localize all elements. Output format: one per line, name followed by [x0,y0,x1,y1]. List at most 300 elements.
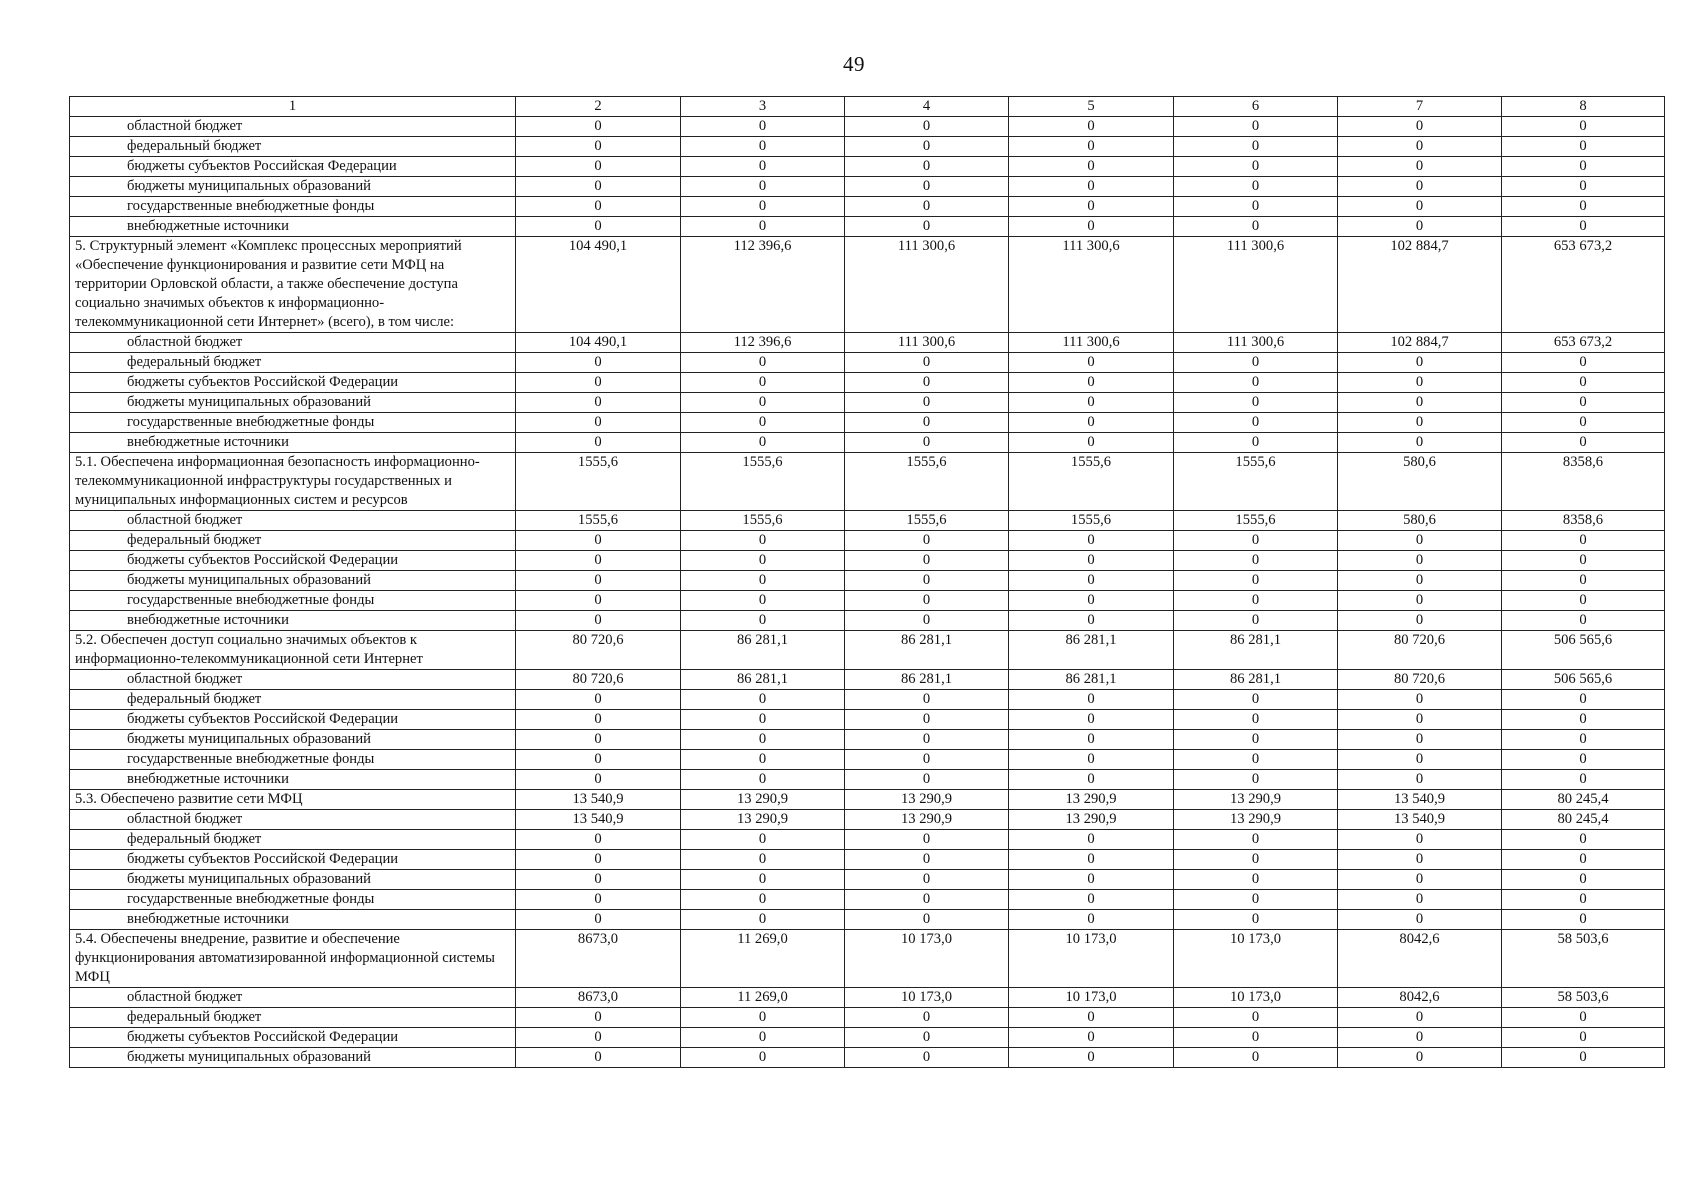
value-cell: 111 300,6 [845,333,1009,353]
value-cell: 0 [681,373,845,393]
value-cell: 0 [1338,591,1502,611]
table-row [70,591,1665,611]
row-label-source: бюджеты муниципальных образований [70,177,516,197]
value-cell: 13 540,9 [516,790,681,810]
value-cell: 0 [1009,531,1174,551]
table-row [70,870,1665,890]
value-cell: 0 [1338,730,1502,750]
value-cell: 0 [1009,137,1174,157]
value-cell: 0 [845,413,1009,433]
value-cell: 8673,0 [516,988,681,1008]
value-cell: 104 490,1 [516,333,681,353]
value-cell: 11 269,0 [681,988,845,1008]
value-cell: 0 [1009,571,1174,591]
value-cell: 1555,6 [681,511,845,531]
value-cell: 0 [1009,433,1174,453]
value-cell: 11 269,0 [681,930,845,988]
value-cell: 0 [681,690,845,710]
value-cell: 80 245,4 [1502,810,1665,830]
value-cell: 8042,6 [1338,930,1502,988]
value-cell: 0 [516,591,681,611]
value-cell: 0 [1338,353,1502,373]
value-cell: 111 300,6 [1174,333,1338,353]
value-cell: 0 [516,177,681,197]
value-cell: 0 [1502,830,1665,850]
value-cell: 111 300,6 [1009,237,1174,333]
value-cell: 0 [1502,531,1665,551]
value-cell: 111 300,6 [1009,333,1174,353]
value-cell: 13 290,9 [1174,810,1338,830]
row-label-source: государственные внебюджетные фонды [70,890,516,910]
table-row [70,730,1665,750]
table-row [70,137,1665,157]
value-cell: 0 [681,433,845,453]
value-cell: 0 [1174,137,1338,157]
row-label-source: бюджеты муниципальных образований [70,870,516,890]
value-cell: 0 [845,890,1009,910]
table-row [70,750,1665,770]
value-cell: 80 720,6 [1338,631,1502,670]
value-cell: 0 [845,373,1009,393]
value-cell: 0 [681,750,845,770]
value-cell: 1555,6 [845,453,1009,511]
value-cell: 0 [845,117,1009,137]
value-cell: 0 [516,870,681,890]
value-cell: 86 281,1 [681,631,845,670]
table-row [70,890,1665,910]
row-label-source: федеральный бюджет [70,353,516,373]
value-cell: 104 490,1 [516,237,681,333]
value-cell: 0 [1338,910,1502,930]
value-cell: 0 [1502,1008,1665,1028]
value-cell: 0 [1009,750,1174,770]
value-cell: 10 173,0 [1174,930,1338,988]
value-cell: 0 [1009,177,1174,197]
value-cell: 0 [845,353,1009,373]
value-cell: 0 [681,531,845,551]
value-cell: 0 [1338,197,1502,217]
value-cell: 0 [1009,910,1174,930]
value-cell: 0 [516,1008,681,1028]
header-cell: 6 [1174,97,1338,117]
table-row [70,393,1665,413]
value-cell: 0 [516,750,681,770]
table-row [70,930,1665,988]
row-label-source: бюджеты субъектов Российской Федерации [70,373,516,393]
value-cell: 8358,6 [1502,453,1665,511]
value-cell: 0 [1174,910,1338,930]
row-label-item: 5. Структурный элемент «Комплекс процессных мероприятий «Обеспечение функционирования и развитие сети МФЦ на территории Орловской области, а также обеспечение доступа социально значимых объектов к информационно-телекоммуникационной сети Интернет» (всего), в том числе: [70,237,516,333]
value-cell: 0 [1338,750,1502,770]
value-cell: 0 [681,197,845,217]
value-cell: 86 281,1 [1174,670,1338,690]
row-label-source: федеральный бюджет [70,830,516,850]
value-cell: 580,6 [1338,511,1502,531]
value-cell: 0 [516,217,681,237]
header-cell: 3 [681,97,845,117]
value-cell: 0 [1174,1028,1338,1048]
value-cell: 58 503,6 [1502,930,1665,988]
value-cell: 0 [845,910,1009,930]
value-cell: 0 [1338,531,1502,551]
row-label-source: федеральный бюджет [70,137,516,157]
row-label-source: государственные внебюджетные фонды [70,197,516,217]
value-cell: 0 [1009,591,1174,611]
value-cell: 0 [1338,571,1502,591]
value-cell: 0 [1009,611,1174,631]
value-cell: 0 [1338,157,1502,177]
value-cell: 0 [1338,690,1502,710]
value-cell: 0 [845,870,1009,890]
value-cell: 0 [1338,1028,1502,1048]
value-cell: 0 [845,393,1009,413]
value-cell: 0 [845,433,1009,453]
value-cell: 0 [1009,413,1174,433]
value-cell: 0 [1174,217,1338,237]
table-row [70,117,1665,137]
header-cell: 8 [1502,97,1665,117]
value-cell: 0 [1174,197,1338,217]
row-label-item: 5.1. Обеспечена информационная безопасность информационно-телекоммуникационной инфраструктуры государственных и муниципальных информационных систем и ресурсов [70,453,516,511]
value-cell: 0 [845,591,1009,611]
value-cell: 0 [1009,690,1174,710]
value-cell: 0 [516,910,681,930]
value-cell: 1555,6 [1174,453,1338,511]
table-row [70,373,1665,393]
value-cell: 1555,6 [681,453,845,511]
value-cell: 0 [1009,890,1174,910]
value-cell: 0 [1174,730,1338,750]
value-cell: 0 [516,830,681,850]
value-cell: 13 540,9 [1338,790,1502,810]
value-cell: 0 [845,177,1009,197]
value-cell: 0 [1502,910,1665,930]
value-cell: 13 540,9 [1338,810,1502,830]
page-number: 49 [843,52,865,76]
value-cell: 0 [681,830,845,850]
value-cell: 506 565,6 [1502,670,1665,690]
value-cell: 0 [1338,850,1502,870]
value-cell: 10 173,0 [1009,930,1174,988]
table-row [70,433,1665,453]
value-cell: 0 [1338,611,1502,631]
value-cell: 0 [516,531,681,551]
value-cell: 0 [681,850,845,870]
value-cell: 0 [1174,850,1338,870]
value-cell: 0 [681,591,845,611]
value-cell: 0 [1502,157,1665,177]
value-cell: 653 673,2 [1502,333,1665,353]
value-cell: 0 [681,730,845,750]
row-label-source: областной бюджет [70,810,516,830]
row-label-source: внебюджетные источники [70,770,516,790]
value-cell: 0 [516,353,681,373]
value-cell: 0 [516,690,681,710]
row-label-source: внебюджетные источники [70,910,516,930]
value-cell: 0 [1174,870,1338,890]
table-row [70,690,1665,710]
value-cell: 0 [681,571,845,591]
header-cell: 2 [516,97,681,117]
row-label-source: бюджеты муниципальных образований [70,1048,516,1068]
value-cell: 0 [1009,1028,1174,1048]
row-label-source: бюджеты муниципальных образований [70,730,516,750]
table-row [70,333,1665,353]
value-cell: 0 [1338,770,1502,790]
table-row [70,353,1665,373]
value-cell: 0 [845,710,1009,730]
value-cell: 0 [1502,197,1665,217]
table-row [70,197,1665,217]
value-cell: 0 [1502,1028,1665,1048]
table-body [70,97,1665,1068]
row-label-source: областной бюджет [70,333,516,353]
value-cell: 102 884,7 [1338,333,1502,353]
value-cell: 10 173,0 [1009,988,1174,1008]
value-cell: 10 173,0 [845,930,1009,988]
table-row [70,157,1665,177]
value-cell: 1555,6 [1009,511,1174,531]
table-row [70,453,1665,511]
value-cell: 0 [1502,750,1665,770]
value-cell: 0 [845,690,1009,710]
value-cell: 13 540,9 [516,810,681,830]
table-row [70,551,1665,571]
row-label-source: бюджеты субъектов Российская Федерации [70,157,516,177]
value-cell: 86 281,1 [681,670,845,690]
value-cell: 0 [1009,830,1174,850]
row-label-source: федеральный бюджет [70,690,516,710]
value-cell: 80 720,6 [516,670,681,690]
value-cell: 0 [681,217,845,237]
value-cell: 0 [1338,177,1502,197]
value-cell: 0 [1009,217,1174,237]
value-cell: 0 [1174,157,1338,177]
value-cell: 112 396,6 [681,237,845,333]
row-label-source: федеральный бюджет [70,1008,516,1028]
header-cell: 5 [1009,97,1174,117]
value-cell: 1555,6 [1174,511,1338,531]
value-cell: 0 [1502,177,1665,197]
row-label-source: бюджеты субъектов Российской Федерации [70,1028,516,1048]
table-row [70,770,1665,790]
value-cell: 0 [681,413,845,433]
table-row [70,511,1665,531]
value-cell: 0 [681,910,845,930]
value-cell: 0 [1338,373,1502,393]
row-label-source: бюджеты муниципальных образований [70,393,516,413]
value-cell: 506 565,6 [1502,631,1665,670]
value-cell: 0 [516,730,681,750]
row-label-source: областной бюджет [70,670,516,690]
value-cell: 0 [681,710,845,730]
value-cell: 0 [681,1048,845,1068]
value-cell: 0 [1502,373,1665,393]
value-cell: 0 [1009,770,1174,790]
value-cell: 0 [845,770,1009,790]
table-header-row [70,97,1665,117]
value-cell: 0 [1502,217,1665,237]
value-cell: 0 [1174,353,1338,373]
header-cell: 1 [70,97,516,117]
value-cell: 0 [516,433,681,453]
table-row [70,1048,1665,1068]
value-cell: 0 [681,393,845,413]
row-label-source: областной бюджет [70,988,516,1008]
value-cell: 80 720,6 [516,631,681,670]
value-cell: 0 [1502,770,1665,790]
value-cell: 0 [845,1028,1009,1048]
table-row [70,1008,1665,1028]
value-cell: 0 [1338,393,1502,413]
value-cell: 0 [1502,850,1665,870]
value-cell: 0 [1009,1048,1174,1068]
value-cell: 0 [516,770,681,790]
value-cell: 0 [845,217,1009,237]
value-cell: 0 [1009,1008,1174,1028]
value-cell: 0 [1009,850,1174,870]
value-cell: 86 281,1 [1174,631,1338,670]
value-cell: 0 [516,890,681,910]
row-label-source: бюджеты субъектов Российской Федерации [70,710,516,730]
value-cell: 0 [1502,551,1665,571]
row-label-source: государственные внебюджетные фонды [70,413,516,433]
value-cell: 0 [516,1048,681,1068]
value-cell: 0 [681,157,845,177]
value-cell: 0 [681,137,845,157]
value-cell: 0 [1174,591,1338,611]
value-cell: 653 673,2 [1502,237,1665,333]
budget-table [69,96,1665,1068]
value-cell: 0 [1502,730,1665,750]
value-cell: 0 [681,770,845,790]
row-label-source: государственные внебюджетные фонды [70,750,516,770]
value-cell: 0 [1174,571,1338,591]
value-cell: 0 [1174,690,1338,710]
value-cell: 0 [1009,353,1174,373]
value-cell: 0 [845,531,1009,551]
value-cell: 8042,6 [1338,988,1502,1008]
value-cell: 0 [1502,1048,1665,1068]
row-label-item: 5.2. Обеспечен доступ социально значимых объектов к информационно-телекоммуникационной сети Интернет [70,631,516,670]
row-label-source: внебюджетные источники [70,611,516,631]
value-cell: 0 [1174,373,1338,393]
value-cell: 580,6 [1338,453,1502,511]
value-cell: 0 [1009,373,1174,393]
value-cell: 0 [1502,870,1665,890]
value-cell: 111 300,6 [1174,237,1338,333]
value-cell: 0 [845,197,1009,217]
value-cell: 58 503,6 [1502,988,1665,1008]
value-cell: 13 290,9 [681,810,845,830]
value-cell: 86 281,1 [1009,631,1174,670]
value-cell: 80 245,4 [1502,790,1665,810]
value-cell: 86 281,1 [845,670,1009,690]
value-cell: 86 281,1 [1009,670,1174,690]
row-label-source: федеральный бюджет [70,531,516,551]
value-cell: 0 [516,137,681,157]
row-label-source: бюджеты муниципальных образований [70,571,516,591]
value-cell: 8358,6 [1502,511,1665,531]
value-cell: 0 [681,1028,845,1048]
value-cell: 0 [845,830,1009,850]
value-cell: 0 [1502,611,1665,631]
value-cell: 0 [1174,393,1338,413]
value-cell: 13 290,9 [1009,790,1174,810]
value-cell: 0 [1009,393,1174,413]
value-cell: 0 [1174,413,1338,433]
value-cell: 0 [1174,750,1338,770]
value-cell: 0 [1009,157,1174,177]
value-cell: 0 [1009,551,1174,571]
value-cell: 0 [516,373,681,393]
value-cell: 0 [1174,531,1338,551]
value-cell: 0 [1009,730,1174,750]
value-cell: 0 [1502,890,1665,910]
table-row [70,910,1665,930]
value-cell: 0 [516,571,681,591]
value-cell: 0 [1338,137,1502,157]
value-cell: 1555,6 [845,511,1009,531]
value-cell: 0 [681,1008,845,1028]
value-cell: 10 173,0 [845,988,1009,1008]
value-cell: 0 [1338,1048,1502,1068]
value-cell: 0 [1338,551,1502,571]
row-label-source: внебюджетные источники [70,433,516,453]
table-row [70,217,1665,237]
value-cell: 0 [516,413,681,433]
value-cell: 112 396,6 [681,333,845,353]
value-cell: 0 [516,551,681,571]
table-row [70,1028,1665,1048]
table-row [70,177,1665,197]
value-cell: 86 281,1 [845,631,1009,670]
value-cell: 0 [681,177,845,197]
value-cell: 0 [1174,770,1338,790]
header-cell: 7 [1338,97,1502,117]
value-cell: 0 [1174,830,1338,850]
value-cell: 0 [845,157,1009,177]
table-row [70,531,1665,551]
value-cell: 0 [681,890,845,910]
table-row [70,790,1665,810]
value-cell: 0 [1174,117,1338,137]
table-row [70,710,1665,730]
value-cell: 0 [681,551,845,571]
value-cell: 0 [1174,611,1338,631]
value-cell: 0 [1009,710,1174,730]
value-cell: 0 [845,551,1009,571]
value-cell: 0 [1174,433,1338,453]
value-cell: 0 [1502,353,1665,373]
value-cell: 0 [1338,413,1502,433]
value-cell: 0 [845,730,1009,750]
value-cell: 0 [1502,137,1665,157]
table-row [70,810,1665,830]
value-cell: 13 290,9 [681,790,845,810]
row-label-source: государственные внебюджетные фонды [70,591,516,611]
value-cell: 0 [845,850,1009,870]
table-row [70,670,1665,690]
value-cell: 0 [1174,177,1338,197]
value-cell: 0 [681,353,845,373]
value-cell: 0 [1502,413,1665,433]
value-cell: 0 [845,1048,1009,1068]
value-cell: 0 [681,117,845,137]
value-cell: 0 [1338,217,1502,237]
header-cell: 4 [845,97,1009,117]
value-cell: 111 300,6 [845,237,1009,333]
